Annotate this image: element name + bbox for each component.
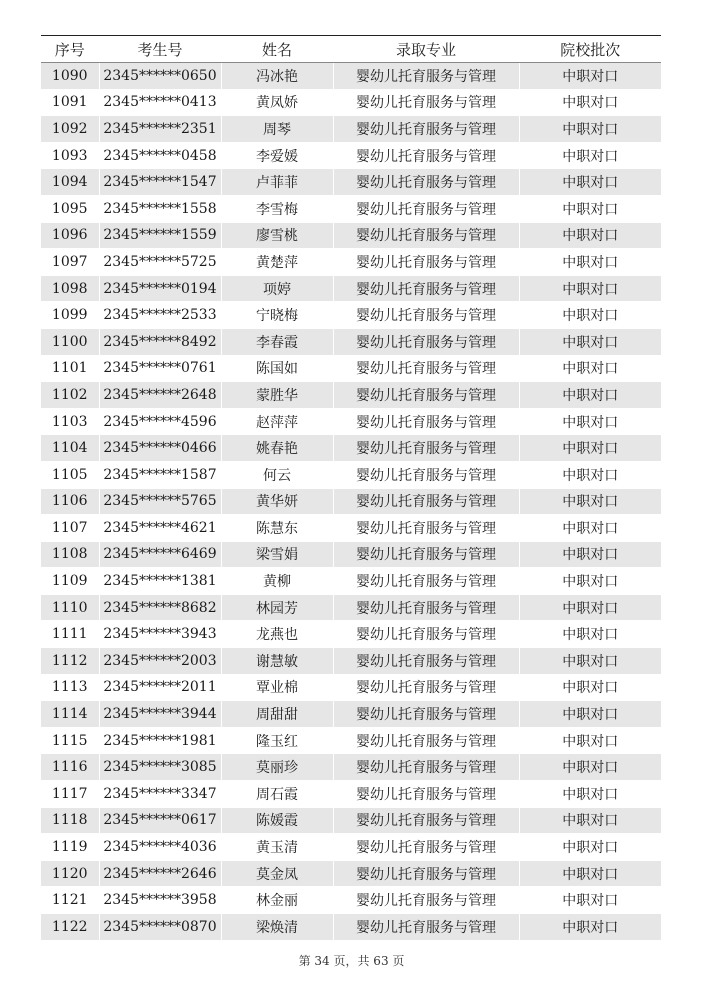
cell-major: 婴幼儿托育服务与管理	[333, 781, 519, 808]
cell-name: 项婷	[221, 275, 333, 302]
cell-major: 婴幼儿托育服务与管理	[333, 541, 519, 568]
cell-exam-id: 2345******4036	[99, 834, 221, 861]
cell-major: 婴幼儿托育服务与管理	[333, 142, 519, 169]
cell-batch: 中职对口	[519, 142, 661, 169]
table-row	[41, 328, 661, 355]
cell-seq: 1117	[41, 781, 99, 808]
cell-major: 婴幼儿托育服务与管理	[333, 328, 519, 355]
table-row	[41, 195, 661, 222]
cell-name: 黄凤娇	[221, 89, 333, 116]
cell-exam-id: 2345******3085	[99, 754, 221, 781]
cell-name: 周甜甜	[221, 701, 333, 728]
cell-major: 婴幼儿托育服务与管理	[333, 89, 519, 116]
header-major: 录取专业	[333, 36, 519, 63]
cell-batch: 中职对口	[519, 116, 661, 143]
cell-name: 李春霞	[221, 328, 333, 355]
cell-exam-id: 2345******1587	[99, 461, 221, 488]
cell-seq: 1100	[41, 328, 99, 355]
cell-exam-id: 2345******8682	[99, 594, 221, 621]
cell-batch: 中职对口	[519, 488, 661, 515]
cell-seq: 1092	[41, 116, 99, 143]
cell-exam-id: 2345******3958	[99, 887, 221, 914]
cell-major: 婴幼儿托育服务与管理	[333, 594, 519, 621]
cell-batch: 中职对口	[519, 435, 661, 462]
cell-batch: 中职对口	[519, 382, 661, 409]
cell-batch: 中职对口	[519, 568, 661, 595]
cell-name: 隆玉红	[221, 727, 333, 754]
cell-name: 赵萍萍	[221, 408, 333, 435]
cell-batch: 中职对口	[519, 648, 661, 675]
cell-major: 婴幼儿托育服务与管理	[333, 834, 519, 861]
header-name: 姓名	[221, 36, 333, 63]
cell-seq: 1097	[41, 249, 99, 276]
watermark	[430, 930, 670, 952]
admission-table	[41, 35, 661, 941]
cell-exam-id: 2345******2533	[99, 302, 221, 329]
table-row	[41, 674, 661, 701]
table-row	[41, 355, 661, 382]
cell-name: 姚春艳	[221, 435, 333, 462]
cell-exam-id: 2345******0617	[99, 807, 221, 834]
cell-exam-id: 2345******2003	[99, 648, 221, 675]
cell-batch: 中职对口	[519, 169, 661, 196]
cell-seq: 1099	[41, 302, 99, 329]
cell-name: 梁雪娟	[221, 541, 333, 568]
cell-batch: 中职对口	[519, 727, 661, 754]
cell-major: 婴幼儿托育服务与管理	[333, 727, 519, 754]
cell-exam-id: 2345******2648	[99, 382, 221, 409]
cell-major: 婴幼儿托育服务与管理	[333, 435, 519, 462]
cell-name: 谢慧敏	[221, 648, 333, 675]
cell-batch: 中职对口	[519, 701, 661, 728]
table-row	[41, 834, 661, 861]
cell-seq: 1103	[41, 408, 99, 435]
table-row	[41, 488, 661, 515]
cell-major: 婴幼儿托育服务与管理	[333, 169, 519, 196]
cell-name: 陈国如	[221, 355, 333, 382]
cell-name: 卢菲菲	[221, 169, 333, 196]
table-row	[41, 541, 661, 568]
table-header-row	[41, 36, 661, 63]
table-row	[41, 568, 661, 595]
cell-exam-id: 2345******8492	[99, 328, 221, 355]
table-row	[41, 807, 661, 834]
cell-seq: 1106	[41, 488, 99, 515]
cell-seq: 1112	[41, 648, 99, 675]
cell-exam-id: 2345******1381	[99, 568, 221, 595]
cell-name: 莫金凤	[221, 860, 333, 887]
table-row	[41, 461, 661, 488]
table-row	[41, 727, 661, 754]
cell-exam-id: 2345******0761	[99, 355, 221, 382]
cell-batch: 中职对口	[519, 781, 661, 808]
cell-major: 婴幼儿托育服务与管理	[333, 382, 519, 409]
cell-seq: 1118	[41, 807, 99, 834]
cell-exam-id: 2345******2646	[99, 860, 221, 887]
table-row	[41, 860, 661, 887]
cell-name: 李爱媛	[221, 142, 333, 169]
cell-name: 梁焕清	[221, 914, 333, 941]
cell-major: 婴幼儿托育服务与管理	[333, 648, 519, 675]
cell-seq: 1120	[41, 860, 99, 887]
cell-major: 婴幼儿托育服务与管理	[333, 63, 519, 90]
cell-seq: 1093	[41, 142, 99, 169]
cell-exam-id: 2345******1559	[99, 222, 221, 249]
cell-name: 黄柳	[221, 568, 333, 595]
cell-seq: 1107	[41, 515, 99, 542]
cell-seq: 1105	[41, 461, 99, 488]
cell-name: 黄玉清	[221, 834, 333, 861]
table-body	[41, 63, 661, 941]
cell-major: 婴幼儿托育服务与管理	[333, 754, 519, 781]
cell-name: 覃业棉	[221, 674, 333, 701]
cell-major: 婴幼儿托育服务与管理	[333, 674, 519, 701]
cell-name: 陈慧东	[221, 515, 333, 542]
cell-name: 周琴	[221, 116, 333, 143]
page-number: 第 34 页，共 63 页	[298, 954, 405, 968]
cell-batch: 中职对口	[519, 621, 661, 648]
cell-batch: 中职对口	[519, 461, 661, 488]
cell-name: 莫丽珍	[221, 754, 333, 781]
cell-major: 婴幼儿托育服务与管理	[333, 621, 519, 648]
cell-exam-id: 2345******3944	[99, 701, 221, 728]
cell-seq: 1122	[41, 914, 99, 941]
cell-exam-id: 2345******5765	[99, 488, 221, 515]
cell-batch: 中职对口	[519, 807, 661, 834]
cell-batch: 中职对口	[519, 355, 661, 382]
cell-exam-id: 2345******0870	[99, 914, 221, 941]
table-row	[41, 621, 661, 648]
cell-seq: 1102	[41, 382, 99, 409]
table-row	[41, 222, 661, 249]
cell-batch: 中职对口	[519, 754, 661, 781]
cell-exam-id: 2345******0650	[99, 63, 221, 90]
cell-batch: 中职对口	[519, 674, 661, 701]
cell-major: 婴幼儿托育服务与管理	[333, 515, 519, 542]
cell-major: 婴幼儿托育服务与管理	[333, 488, 519, 515]
table-row	[41, 594, 661, 621]
cell-exam-id: 2345******6469	[99, 541, 221, 568]
cell-major: 婴幼儿托育服务与管理	[333, 701, 519, 728]
cell-exam-id: 2345******2011	[99, 674, 221, 701]
cell-seq: 1113	[41, 674, 99, 701]
cell-name: 陈媛霞	[221, 807, 333, 834]
cell-batch: 中职对口	[519, 887, 661, 914]
cell-seq: 1121	[41, 887, 99, 914]
header-batch: 院校批次	[519, 36, 661, 63]
cell-seq: 1091	[41, 89, 99, 116]
cell-name: 黄楚萍	[221, 249, 333, 276]
table-row	[41, 648, 661, 675]
cell-name: 黄华妍	[221, 488, 333, 515]
header-seq: 序号	[41, 36, 99, 63]
table-row	[41, 408, 661, 435]
cell-exam-id: 2345******4596	[99, 408, 221, 435]
cell-exam-id: 2345******0413	[99, 89, 221, 116]
table-row	[41, 887, 661, 914]
cell-batch: 中职对口	[519, 195, 661, 222]
cell-batch: 中职对口	[519, 328, 661, 355]
cell-exam-id: 2345******0194	[99, 275, 221, 302]
cell-batch: 中职对口	[519, 89, 661, 116]
cell-batch: 中职对口	[519, 302, 661, 329]
cell-batch: 中职对口	[519, 408, 661, 435]
cell-batch: 中职对口	[519, 275, 661, 302]
cell-major: 婴幼儿托育服务与管理	[333, 249, 519, 276]
table-row	[41, 382, 661, 409]
cell-major: 婴幼儿托育服务与管理	[333, 355, 519, 382]
cell-seq: 1111	[41, 621, 99, 648]
table-row	[41, 701, 661, 728]
cell-batch: 中职对口	[519, 222, 661, 249]
cell-name: 何云	[221, 461, 333, 488]
cell-exam-id: 2345******1558	[99, 195, 221, 222]
cell-name: 龙燕也	[221, 621, 333, 648]
cell-name: 廖雪桃	[221, 222, 333, 249]
table-row	[41, 169, 661, 196]
cell-batch: 中职对口	[519, 249, 661, 276]
cell-major: 婴幼儿托育服务与管理	[333, 302, 519, 329]
table-row	[41, 515, 661, 542]
cell-exam-id: 2345******3943	[99, 621, 221, 648]
table-row	[41, 142, 661, 169]
table-row	[41, 275, 661, 302]
table-row	[41, 302, 661, 329]
cell-batch: 中职对口	[519, 914, 661, 941]
cell-exam-id: 2345******1981	[99, 727, 221, 754]
cell-seq: 1095	[41, 195, 99, 222]
cell-seq: 1090	[41, 63, 99, 90]
cell-major: 婴幼儿托育服务与管理	[333, 887, 519, 914]
cell-name: 李雪梅	[221, 195, 333, 222]
table-row	[41, 249, 661, 276]
cell-exam-id: 2345******4621	[99, 515, 221, 542]
cell-batch: 中职对口	[519, 541, 661, 568]
cell-seq: 1115	[41, 727, 99, 754]
cell-batch: 中职对口	[519, 63, 661, 90]
table-row	[41, 89, 661, 116]
cell-exam-id: 2345******3347	[99, 781, 221, 808]
cell-major: 婴幼儿托育服务与管理	[333, 461, 519, 488]
cell-batch: 中职对口	[519, 594, 661, 621]
cell-seq: 1094	[41, 169, 99, 196]
cell-major: 婴幼儿托育服务与管理	[333, 860, 519, 887]
cell-batch: 中职对口	[519, 834, 661, 861]
cell-major: 婴幼儿托育服务与管理	[333, 275, 519, 302]
cell-major: 婴幼儿托育服务与管理	[333, 914, 519, 941]
header-exam-id: 考生号	[99, 36, 221, 63]
table-row	[41, 435, 661, 462]
cell-batch: 中职对口	[519, 860, 661, 887]
cell-seq: 1104	[41, 435, 99, 462]
cell-seq: 1109	[41, 568, 99, 595]
cell-exam-id: 2345******0458	[99, 142, 221, 169]
cell-exam-id: 2345******5725	[99, 249, 221, 276]
cell-name: 冯冰艳	[221, 63, 333, 90]
cell-major: 婴幼儿托育服务与管理	[333, 195, 519, 222]
cell-seq: 1110	[41, 594, 99, 621]
cell-major: 婴幼儿托育服务与管理	[333, 222, 519, 249]
cell-seq: 1119	[41, 834, 99, 861]
cell-name: 周石霞	[221, 781, 333, 808]
cell-seq: 1108	[41, 541, 99, 568]
table-row	[41, 116, 661, 143]
cell-name: 蒙胜华	[221, 382, 333, 409]
cell-name: 宁晓梅	[221, 302, 333, 329]
cell-batch: 中职对口	[519, 515, 661, 542]
cell-seq: 1116	[41, 754, 99, 781]
cell-seq: 1114	[41, 701, 99, 728]
cell-major: 婴幼儿托育服务与管理	[333, 568, 519, 595]
cell-name: 林金丽	[221, 887, 333, 914]
cell-exam-id: 2345******2351	[99, 116, 221, 143]
cell-seq: 1101	[41, 355, 99, 382]
cell-major: 婴幼儿托育服务与管理	[333, 408, 519, 435]
cell-seq: 1096	[41, 222, 99, 249]
table-row	[41, 63, 661, 90]
cell-major: 婴幼儿托育服务与管理	[333, 116, 519, 143]
cell-seq: 1098	[41, 275, 99, 302]
cell-name: 林园芳	[221, 594, 333, 621]
cell-major: 婴幼儿托育服务与管理	[333, 807, 519, 834]
cell-exam-id: 2345******1547	[99, 169, 221, 196]
cell-exam-id: 2345******0466	[99, 435, 221, 462]
table-row	[41, 781, 661, 808]
table-row	[41, 754, 661, 781]
